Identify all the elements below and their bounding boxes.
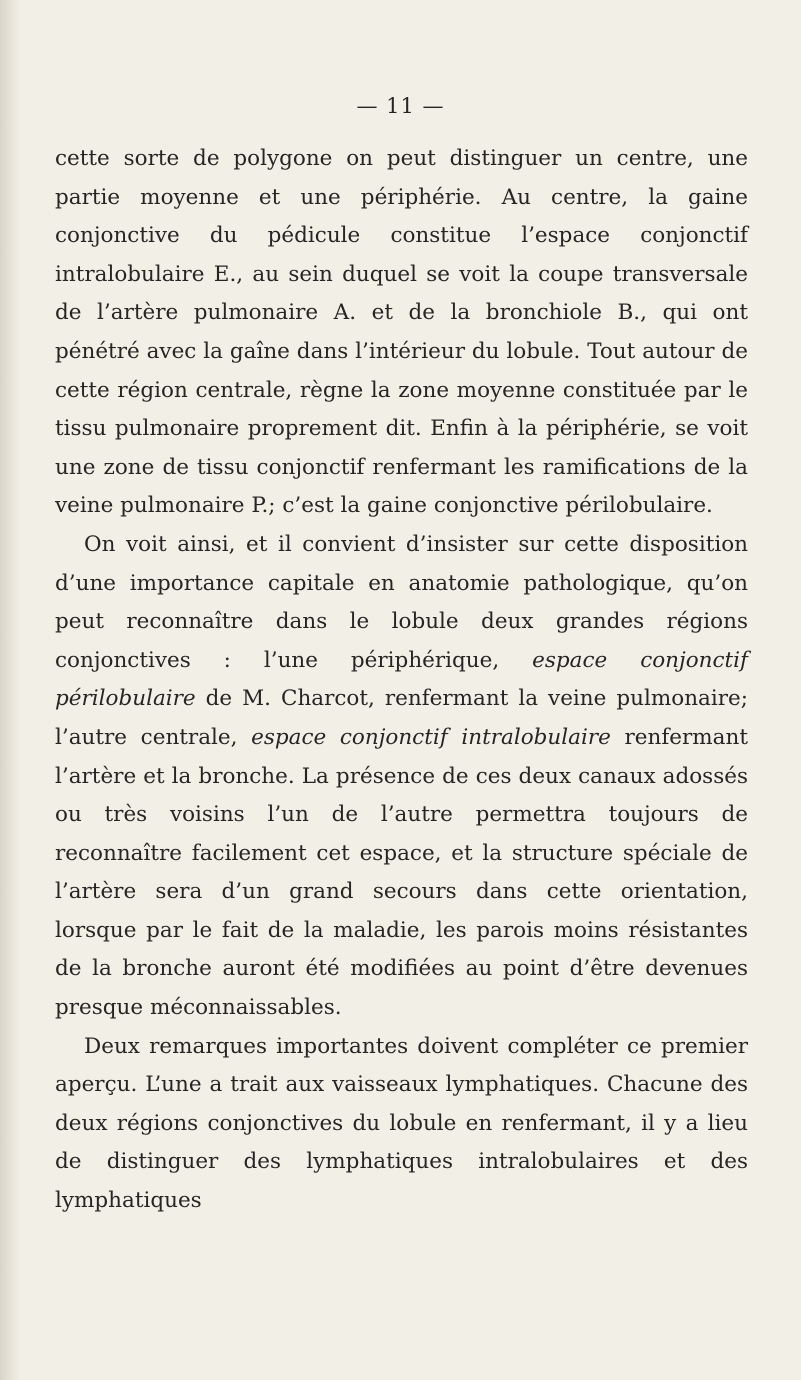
term-espace-intralobulaire: espace conjonctif intralobulaire bbox=[251, 724, 611, 750]
term-espace-perilobulaire: espace conjonctif périlobulaire bbox=[55, 647, 748, 712]
paragraph-1: cette sorte de polygone on peut distinguer un centre, une partie moyenne et une périphérie. Au centre, la gaine conjonctive du pédicule constitue l’espace conjonctif intralobulaire E., au sein duquel se voit la coupe transversale de l’artère pulmonaire A. et de la bronchiole B., qui ont pénétré avec la gaîne dans l’intérieur du lobule. Tout autour de cette région centrale, règne la zone moyenne constituée par le tissu pulmonaire proprement dit. Enfin à la périphérie, se voit une zone de tissu conjonctif renfermant les ramifications de la veine pulmonaire P.; c’est la gaine conjonctive périlobulaire. bbox=[55, 146, 748, 519]
page-number: — 11 — bbox=[356, 94, 445, 118]
paragraph-3: Deux remarques importantes doivent compléter ce premier aperçu. L’une a trait aux vaisseaux lymphatiques. Chacune des deux régions conjonctives du lobule en renfermant, il y a lieu de distinguer des lymphatiques intralobulaires et des lymphatiques bbox=[55, 1033, 748, 1214]
paragraph-2-part-3: renfermant l’artère et la bronche. La présence de ces deux canaux adossés ou très voisins l’un de l’autre permettra toujours de reconnaître facilement cet espace, et la structure spéciale de l’artère sera d’un grand secours dans cette orientation, lorsque par le fait de la maladie, les parois moins résistantes de la bronche auront été modifiées au point d’être devenues presque méconnaissables. bbox=[55, 724, 748, 1021]
body-text bbox=[55, 140, 748, 1221]
paragraph-2-part-1: On voit ainsi, et il convient d’insister sur cette disposition d’une importance capitale en anatomie pathologique, qu’on peut reconnaître dans le lobule deux grandes régions conjonctives : l’une périphérique, bbox=[55, 531, 748, 673]
paragraph-2 bbox=[55, 526, 748, 1028]
page-edge-shadow bbox=[0, 0, 22, 1380]
paragraph-2-part-2: de M. Charcot, renfermant la veine pulmonaire; l’autre centrale, bbox=[55, 686, 748, 750]
